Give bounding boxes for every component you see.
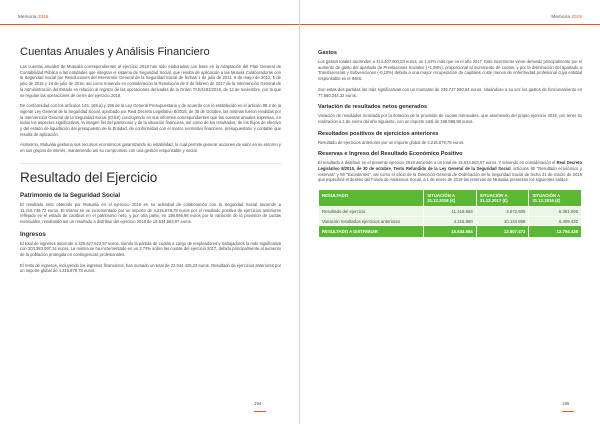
paragraph: El resultado neto obtenido por Mutualia en el ejercicio 2018 en su actividad de colaboración con la Seguridad Social asciende a 11.210.748,72 euros. El mismo se ve incrementado por un importe de 4.215.879,78 euros por el resultado positivo de ejercicios anteriores reflejado en el estado de cambios en el patrimonio neto, y por otra parte, en 198.996,98 euros por la variación de la provisión de cuotas mensuales, resultando así un resultado a distribuir del ejercicio 2018 de 15.634.563,97 euros.: [20, 201, 281, 224]
section-title-cuentas: Cuentas Anuales y Análisis Financiero: [20, 46, 210, 58]
column-header: SITUACIÓN A 31.12.2016 (€): [529, 190, 582, 207]
table-cell: 6.409.432: [529, 216, 582, 226]
paragraph-reservas: [318, 160, 582, 183]
results-table: [318, 189, 582, 238]
table-cell: 3.672.605: [476, 207, 529, 217]
table-cell: 11.418.684: [424, 207, 477, 217]
subheading-gastos: Gastos: [318, 50, 337, 56]
column-header: SITUACIÓN A 31.12.2017 (€): [476, 190, 529, 207]
paragraph: El total de ingresos asciende a 325.627.522,57 euros, siendo la partida de cuotas a cargo de empleadores y trabajadores la más significativa con 303.383.097,34 euros. La misma se ha incrementado en un 2,73% sobre las cuotas del ejercicio 2017, debido principalmente al aumento de la población protegida en contingencias profesionales.: [20, 240, 281, 258]
page-number: 194: [254, 401, 262, 406]
subheading-patrimonio: Patrimonio de la Seguridad Social: [20, 191, 121, 199]
table-cell: 13.807.473: [476, 226, 529, 238]
page-number-rule: [254, 411, 266, 413]
paragraph: Son estas dos partidas las más significativas con un montante de 236.747.590,84 euros, situándose a su vez los gastos de funcionamiento en 77.660.244,32 euros.: [318, 86, 582, 98]
subheading-positivos: Resultados positivos de ejercicios anteriores: [318, 130, 439, 137]
table-cell: 6.381.006: [529, 207, 582, 217]
column-header: RESULTADO: [319, 190, 424, 207]
running-header: [18, 14, 49, 19]
right-content: [318, 44, 582, 238]
section-divider: [20, 163, 281, 164]
law-reference: Real Decreto Legislativo 8/2015, de 30 de octubre, Texto Refundido de la Ley General de la Seguridad Social: [318, 160, 582, 172]
table-cell: Resultado del ejercicio: [319, 207, 424, 217]
header-year: 2018: [571, 14, 582, 19]
paragraph: Las cuentas anuales de Mutualia correspondientes al ejercicio 2018 han sido elaboradas con base en la Adaptación del Plan General de Contabilidad Pública a las entidades que integran el sistema de Seguridad Social, que resulta de aplicación a las Mutuas Colaboradoras con la Seguridad Social por Resoluciones del Interventor General de la Seguridad Social de fechas 1 de julio de 2011, 9 de mayo de 2012, 5 de julio de 2016 y 18 de julio de 2016, así como teniendo en consideración la Resolución de 9 de febrero de 2017 de la Intervención General de la Administración del Estado en relación al registro de las operaciones derivadas de la Orden TAS/1182/2018, de 12 de noviembre, por la que se regulan las operaciones de cierre del ejercicio 2018.: [20, 64, 281, 98]
subheading-reservas: Reservas e Ingreso del Resultado Económico Positivo: [318, 151, 463, 158]
section-title-resultado: Resultado del Ejercicio: [20, 169, 158, 185]
paragraph: Los gastos totales ascienden a 314.407.803,53 euros, un 1,02% más que en el año 2017. Este incremento viene derivado principalmente por el aumento de gasto del apartado de Prestaciones Sociales (+1,08%), proporcional al incremento de cuotas, y por la disminución del apartado a Transferencias y Subvenciones (-0,10%) debido a una mayor recuperación de capitales coste menos de enfermedad profesional cuya entidad responsable es el INSS.: [318, 59, 582, 82]
paragraph: El resto de ingresos, incluyendo los ingresos financieros, han sumado un total de 22.044.425,23 euros. Resultado de ejercicios anteriores por un importe global de 4.215.879,78 euros.: [20, 262, 281, 274]
right-page: [300, 0, 600, 424]
table-row: [319, 216, 582, 226]
table-cell: 15.634.564: [424, 226, 477, 238]
header-rule: [0, 24, 300, 25]
table-cell: 4.215.880: [424, 216, 477, 226]
table-cell: RESULTADO A DISTRIBUIR: [319, 226, 424, 238]
table-cell: 10.134.868: [476, 216, 529, 226]
header-label: Memoria: [18, 14, 37, 19]
left-content: [20, 46, 281, 279]
paragraph: Asimismo, Mutualia gestiona sus recursos económicos garantizando su estabilidad, lo cual permite generar acciones de valor en su entorno y en sus grupos de interés, manteniendo así su compromiso con una gestión responsable y social.: [20, 142, 281, 154]
header-rule: [300, 24, 600, 25]
paragraph: Variación de resultados motivada por la dotación de la provisión de cuotas mensuales, que asumiendo del propio ejercicio 2018, por tener su realización a 1 de enero del año siguiente, con un importe total de 198.996,98 euros.: [318, 113, 582, 124]
table-cell: 12.794.438: [529, 226, 582, 238]
header-year: 2018: [37, 14, 49, 19]
page-number-rule: [562, 411, 574, 413]
page-number: 195: [562, 401, 570, 406]
subheading-ingresos: Ingresos: [20, 230, 46, 238]
table-cell: Variación resultados ejercicios anteriores: [319, 216, 424, 226]
table-header-row: [319, 190, 582, 207]
subheading-variacion: Variación de resultados netos generados: [318, 104, 428, 111]
table-row: [319, 207, 582, 217]
text-run: , artículos 95 "Resultado económico y reservas" y 96 "Excedentes", así como el oficio de la Dirección General de Ordenación de la Seguridad Social de fecha 31 de marzo de 2016 que especifica el destino del Fondo de Asistencia Social, a 1 de enero de 2019 las reservas de Mutualia presentan los siguientes saldos:: [318, 166, 583, 183]
header-label: Memoria: [551, 14, 570, 19]
running-header: [551, 14, 582, 19]
text-run: El resultado a distribuir en el presente ejercicio 2018 asciende a un total de 15.634.563,97 euros. Y teniendo en consideración el: [318, 160, 557, 166]
paragraph: Resultado de ejercicios anteriores por un importe global de 4.215.879,78 euros.: [318, 139, 465, 145]
column-header: SITUACIÓN A 31.12.2018 (€): [424, 190, 477, 207]
table-total-row: [319, 226, 582, 238]
paragraph: De conformidad con los artículos 143, 168.a) y 169 de la Ley General Presupuestaria y de acuerdo con lo establecido en el artículo 98.2 de la vigente Ley General de la Seguridad Social, aprobado por Real Decreto Legislativo 8/2015, de 30 de Octubre, las mismas fueron rendidas por la Intervención General de la Seguridad Social (IGSS) concluyendo en sus informes correspondientes que las cuentas anuales expresan, en todos los aspectos significativos, la imagen fiel del patrimonio y de la situación financiera, así como de los resultados, de los flujos de efectivo y del estado de liquidación del presupuesto de la Entidad, de conformidad con el marco normativo financiero, presupuestario y contable que resulta de aplicación.: [20, 103, 281, 137]
